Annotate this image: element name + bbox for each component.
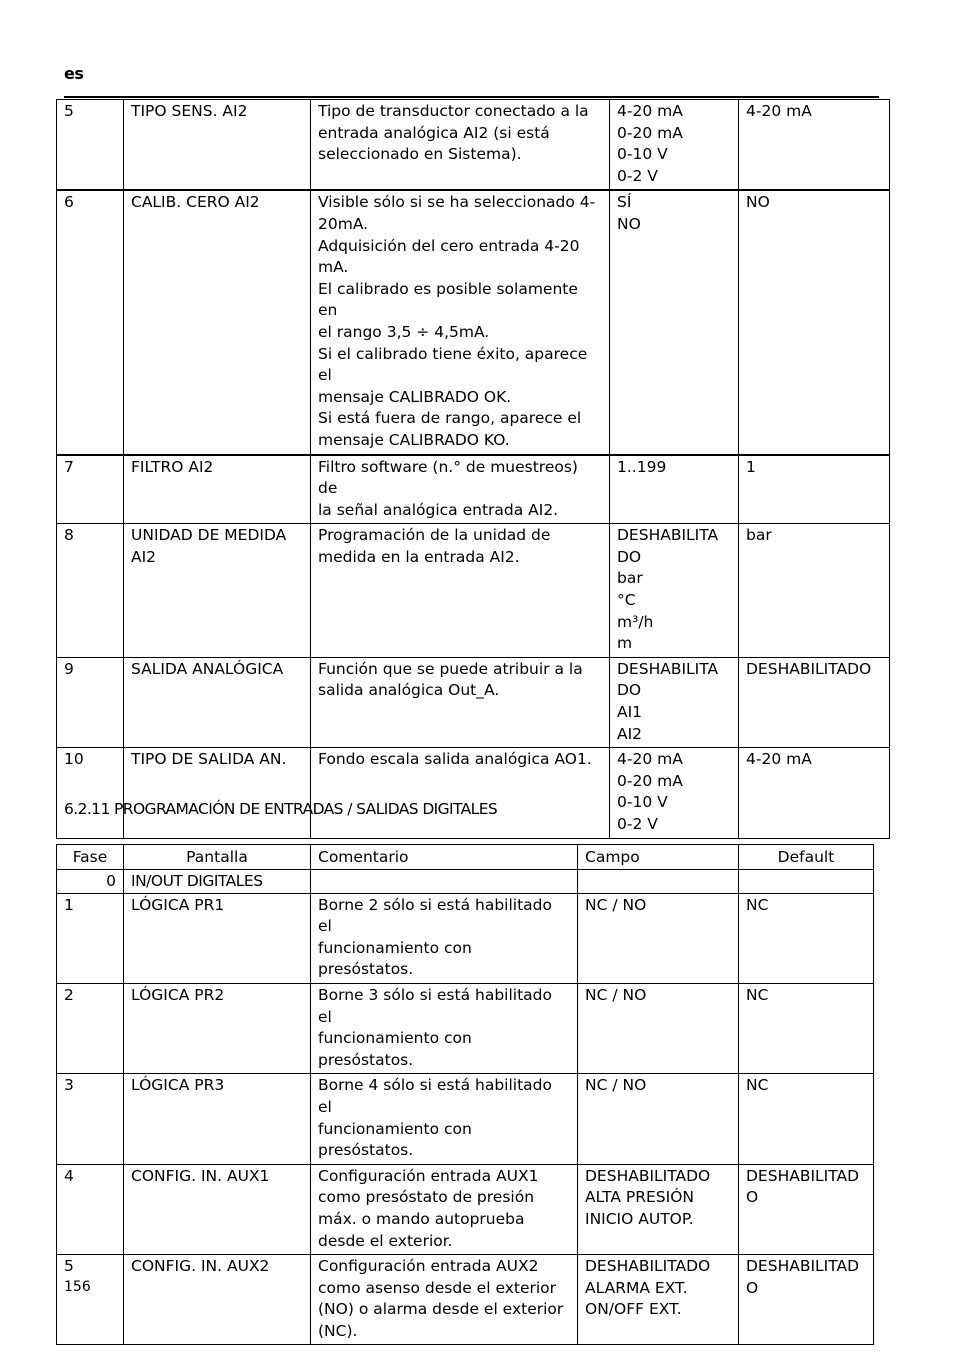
header-rule: [64, 96, 879, 98]
header-default: Default: [739, 845, 874, 870]
parameters-table-body: [57, 100, 890, 839]
campo-cell: NC / NO: [578, 1074, 739, 1164]
table-row: [57, 190, 890, 454]
table-row: [57, 983, 874, 1073]
page-number: 156: [64, 1279, 91, 1295]
default-cell: DESHABILITADO: [739, 657, 890, 747]
table-row: [57, 1164, 874, 1254]
comentario-cell: Función que se puede atribuir a la salida analógica Out_A.: [311, 657, 610, 747]
comentario-cell: Programación de la unidad de medida en la entrada AI2.: [311, 524, 610, 658]
comentario-cell: Configuración entrada AUX2 como asenso desde el exterior (NO) o alarma desde el exterior (NC).: [311, 1255, 578, 1345]
default-cell: NO: [739, 190, 890, 454]
digital-io-table: [56, 844, 874, 1345]
pantalla-cell: CONFIG. IN. AUX2: [124, 1255, 311, 1345]
language-label: es: [64, 64, 84, 83]
campo-cell: NC / NO: [578, 893, 739, 983]
default-cell: NC: [739, 1074, 874, 1164]
fase-cell: 4: [57, 1164, 124, 1254]
table-row: [57, 1074, 874, 1164]
campo-cell: 4-20 mA 0-20 mA 0-10 V 0-2 V: [610, 748, 739, 838]
table-row: [57, 748, 890, 838]
fase-cell: 1: [57, 893, 124, 983]
table-row: [57, 1255, 874, 1345]
comentario-cell: Fondo escala salida analógica AO1.: [311, 748, 610, 838]
table-row: [57, 893, 874, 983]
campo-cell: NC / NO: [578, 983, 739, 1073]
comentario-cell: Filtro software (n.° de muestreos) de la señal analógica entrada AI2.: [311, 455, 610, 524]
default-cell: [739, 869, 874, 893]
comentario-cell: Borne 3 sólo si está habilitado el funcionamiento con presóstatos.: [311, 983, 578, 1073]
fase-cell: 5: [57, 100, 124, 191]
default-cell: 4-20 mA: [739, 100, 890, 191]
table-row: [57, 455, 890, 524]
header-campo: Campo: [578, 845, 739, 870]
fase-cell: 0: [57, 869, 124, 893]
default-cell: DESHABILITAD O: [739, 1164, 874, 1254]
campo-cell: DESHABILITA DO AI1 AI2: [610, 657, 739, 747]
pantalla-cell: SALIDA ANALÓGICA: [124, 657, 311, 747]
campo-cell: 1..199: [610, 455, 739, 524]
pantalla-cell: CONFIG. IN. AUX1: [124, 1164, 311, 1254]
fase-cell: 7: [57, 455, 124, 524]
default-cell: 4-20 mA: [739, 748, 890, 838]
pantalla-cell: LÓGICA PR2: [124, 983, 311, 1073]
campo-cell: DESHABILITA DO bar °C m³/h m: [610, 524, 739, 658]
header-comentario: Comentario: [311, 845, 578, 870]
campo-cell: [578, 869, 739, 893]
pantalla-cell: UNIDAD DE MEDIDA AI2: [124, 524, 311, 658]
fase-cell: 8: [57, 524, 124, 658]
fase-cell: 2: [57, 983, 124, 1073]
table-row: [57, 657, 890, 747]
section-title: 6.2.11 PROGRAMACIÓN DE ENTRADAS / SALIDAS DIGITALES: [64, 800, 498, 818]
fase-cell: 10: [57, 748, 124, 838]
comentario-cell: [311, 869, 578, 893]
default-cell: NC: [739, 893, 874, 983]
parameters-table-ai2: [56, 99, 890, 839]
fase-cell: 6: [57, 190, 124, 454]
section-row: [57, 869, 874, 893]
pantalla-cell: IN/OUT DIGITALES: [124, 869, 311, 893]
header-fase: Fase: [57, 845, 124, 870]
digital-io-table-body: [57, 845, 874, 1345]
default-cell: DESHABILITAD O: [739, 1255, 874, 1345]
table-row: [57, 524, 890, 658]
comentario-cell: Configuración entrada AUX1 como presóstato de presión máx. o mando autoprueba desde el exterior.: [311, 1164, 578, 1254]
fase-cell: 5: [57, 1255, 124, 1345]
table-row: [57, 100, 890, 191]
campo-cell: SÍ NO: [610, 190, 739, 454]
default-cell: 1: [739, 455, 890, 524]
pantalla-cell: CALIB. CERO AI2: [124, 190, 311, 454]
comentario-cell: Borne 2 sólo si está habilitado el funcionamiento con presóstatos.: [311, 893, 578, 983]
table-header-row: [57, 845, 874, 870]
fase-cell: 9: [57, 657, 124, 747]
default-cell: bar: [739, 524, 890, 658]
header-pantalla: Pantalla: [124, 845, 311, 870]
campo-cell: DESHABILITADO ALARMA EXT. ON/OFF EXT.: [578, 1255, 739, 1345]
fase-cell: 3: [57, 1074, 124, 1164]
pantalla-cell: LÓGICA PR3: [124, 1074, 311, 1164]
comentario-cell: Visible sólo si se ha seleccionado 4- 20mA. Adquisición del cero entrada 4-20 mA. El calibrado es posible solamente en el rango 3,5 ÷ 4,5mA. Si el calibrado tiene éxito, aparece el mensaje CALIBRADO OK. Si está fuera de rango, aparece el mensaje CALIBRADO KO.: [311, 190, 610, 454]
campo-cell: 4-20 mA 0-20 mA 0-10 V 0-2 V: [610, 100, 739, 191]
pantalla-cell: LÓGICA PR1: [124, 893, 311, 983]
comentario-cell: Borne 4 sólo si está habilitado el funcionamiento con presóstatos.: [311, 1074, 578, 1164]
default-cell: NC: [739, 983, 874, 1073]
pantalla-cell: TIPO DE SALIDA AN.: [124, 748, 311, 838]
campo-cell: DESHABILITADO ALTA PRESIÓN INICIO AUTOP.: [578, 1164, 739, 1254]
pantalla-cell: TIPO SENS. AI2: [124, 100, 311, 191]
pantalla-cell: FILTRO AI2: [124, 455, 311, 524]
comentario-cell: Tipo de transductor conectado a la entrada analógica AI2 (si está seleccionado en Sistema).: [311, 100, 610, 191]
